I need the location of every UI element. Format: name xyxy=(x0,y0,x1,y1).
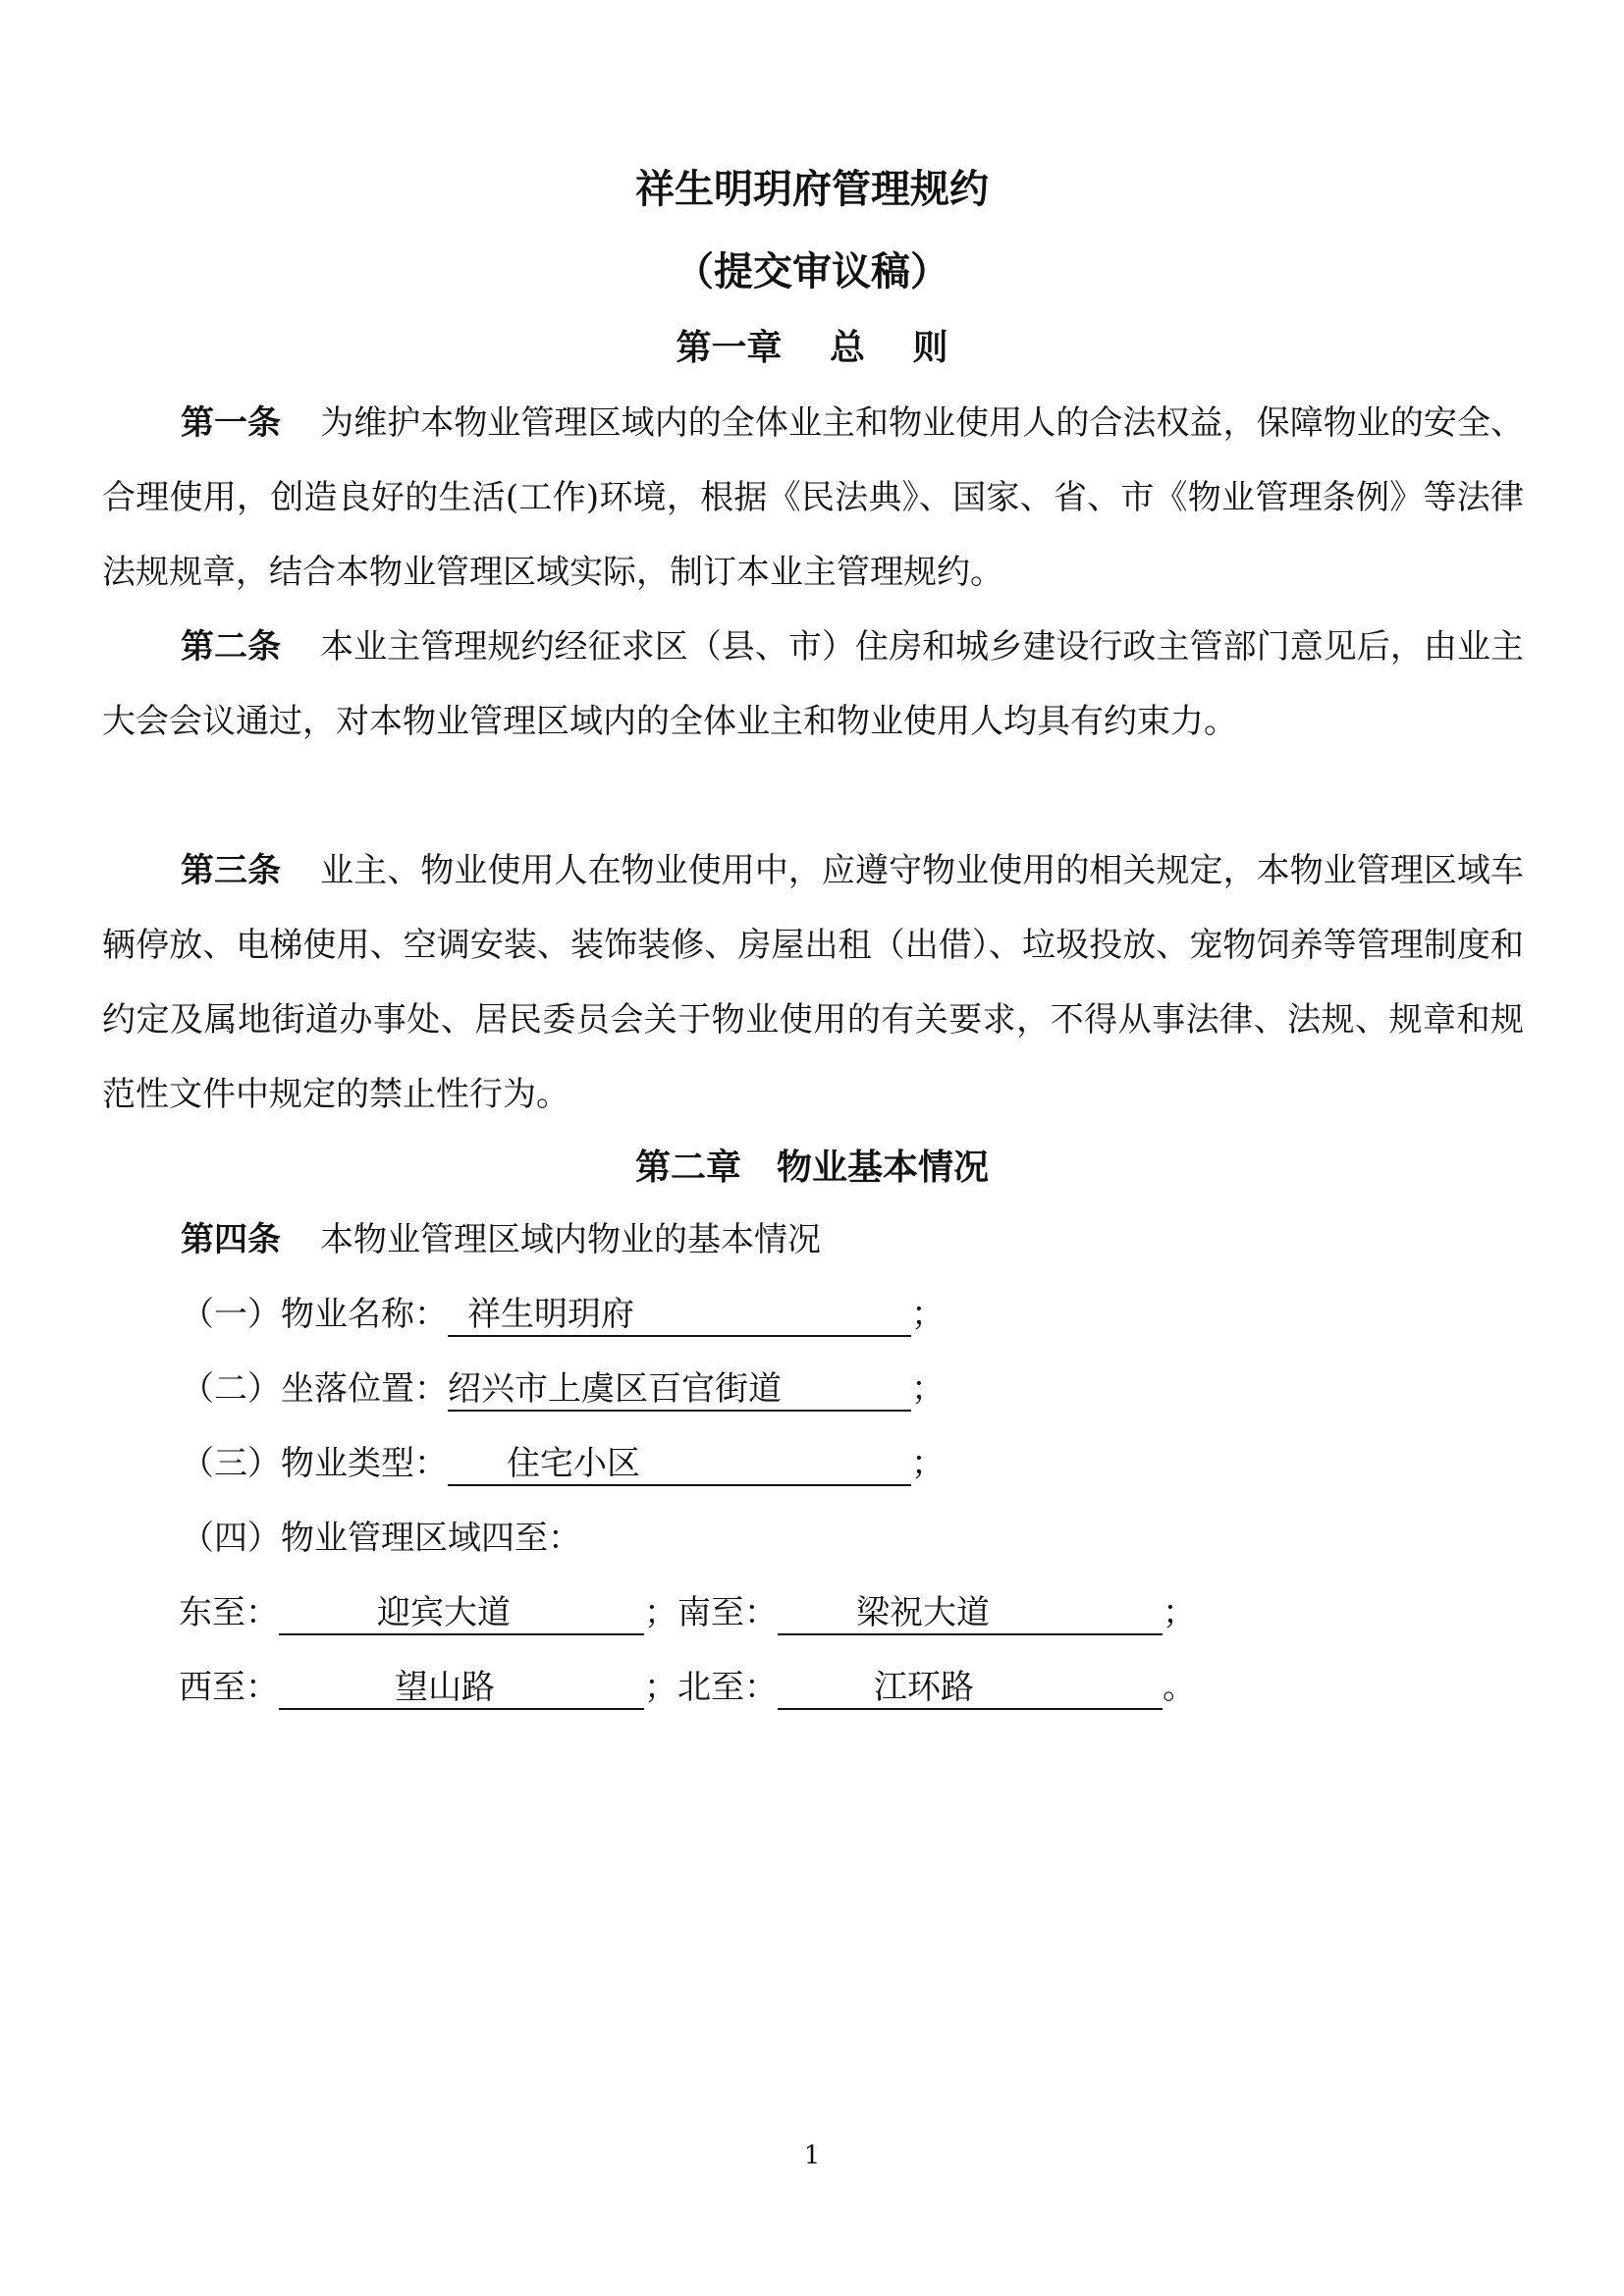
article-text: 为维护本物业管理区域内的全体业主和物业使用人的合法权益，保障物业的安全、合理使用，创造良好的生活(工作)环境，根据《民法典》、国家、省、市《物业管理条例》等法律法规规章，结合本物业管理区域实际，制订本业主管理规约。 xyxy=(102,403,1525,592)
east-underline xyxy=(279,1590,644,1635)
document-title: 祥生明玥府管理规约 xyxy=(635,167,989,212)
field-punctuation: ； xyxy=(644,1593,677,1632)
south-underline xyxy=(778,1590,1163,1635)
article-text: 业主、物业使用人在物业使用中，应遵守物业使用的相关规定，本物业管理区域车辆停放、电梯使用、空调安装、装饰装修、房屋出租（出借）、垃圾投放、宠物饲养等管理制度和约定及属地街道办事处、居民委员会关于物业使用的有关要求，不得从事法律、法规、规章和规范性文件中规定的禁止性行为。 xyxy=(102,851,1525,1114)
field-label: （二）坐落位置： xyxy=(181,1369,448,1409)
field-value: 祥生明玥府 xyxy=(467,1295,634,1334)
field-punctuation: ； xyxy=(644,1668,677,1707)
article-label: 第二条 xyxy=(181,627,282,667)
south-value: 梁祝大道 xyxy=(856,1593,990,1632)
field-label: （三）物业类型： xyxy=(181,1444,448,1483)
north-value: 江环路 xyxy=(874,1668,974,1707)
field-punctuation: ； xyxy=(911,1444,945,1483)
article-2 xyxy=(102,610,1524,759)
field-underline xyxy=(448,1366,911,1412)
east-value: 迎宾大道 xyxy=(377,1593,511,1632)
boundary-row-east-south xyxy=(179,1590,1196,1635)
chapter-heading-2: 第二章 物业基本情况 xyxy=(634,1148,989,1188)
article-label: 第三条 xyxy=(181,851,282,890)
field-label: （一）物业名称： xyxy=(181,1295,448,1334)
south-label: 南至： xyxy=(677,1593,778,1632)
chapter-heading-1: 第一章 总 则 xyxy=(676,328,948,368)
field-location xyxy=(181,1366,945,1412)
article-label: 第一条 xyxy=(181,403,282,443)
west-label: 西至： xyxy=(179,1668,279,1707)
field-boundary-label: （四）物业管理区域四至： xyxy=(181,1519,581,1558)
field-underline xyxy=(448,1292,911,1337)
document-subtitle: （提交审议稿） xyxy=(675,249,949,294)
field-punctuation: ； xyxy=(911,1369,945,1409)
field-punctuation: ； xyxy=(1163,1593,1196,1632)
article-4 xyxy=(181,1217,821,1262)
east-label: 东至： xyxy=(179,1593,279,1632)
page-number: 1 xyxy=(803,2141,821,2170)
west-value: 望山路 xyxy=(395,1668,495,1707)
west-underline xyxy=(279,1665,644,1710)
north-label: 北至： xyxy=(677,1668,778,1707)
article-text: 本业主管理规约经征求区（县、市）住房和城乡建设行政主管部门意见后，由业主大会会议通过，对本物业管理区域内的全体业主和物业使用人均具有约束力。 xyxy=(102,627,1525,741)
article-1 xyxy=(102,386,1524,610)
article-3 xyxy=(102,833,1524,1132)
field-underline xyxy=(448,1441,911,1486)
boundary-row-west-north xyxy=(179,1665,1196,1710)
field-property-name xyxy=(181,1292,945,1337)
article-text: 本物业管理区域内物业的基本情况 xyxy=(320,1220,821,1259)
field-punctuation: 。 xyxy=(1163,1668,1196,1707)
field-property-type xyxy=(181,1441,945,1486)
field-punctuation: ； xyxy=(911,1295,945,1334)
field-value: 住宅小区 xyxy=(507,1444,640,1483)
article-label: 第四条 xyxy=(181,1220,281,1259)
north-underline xyxy=(778,1665,1163,1710)
field-value: 绍兴市上虞区百官街道 xyxy=(448,1369,782,1409)
